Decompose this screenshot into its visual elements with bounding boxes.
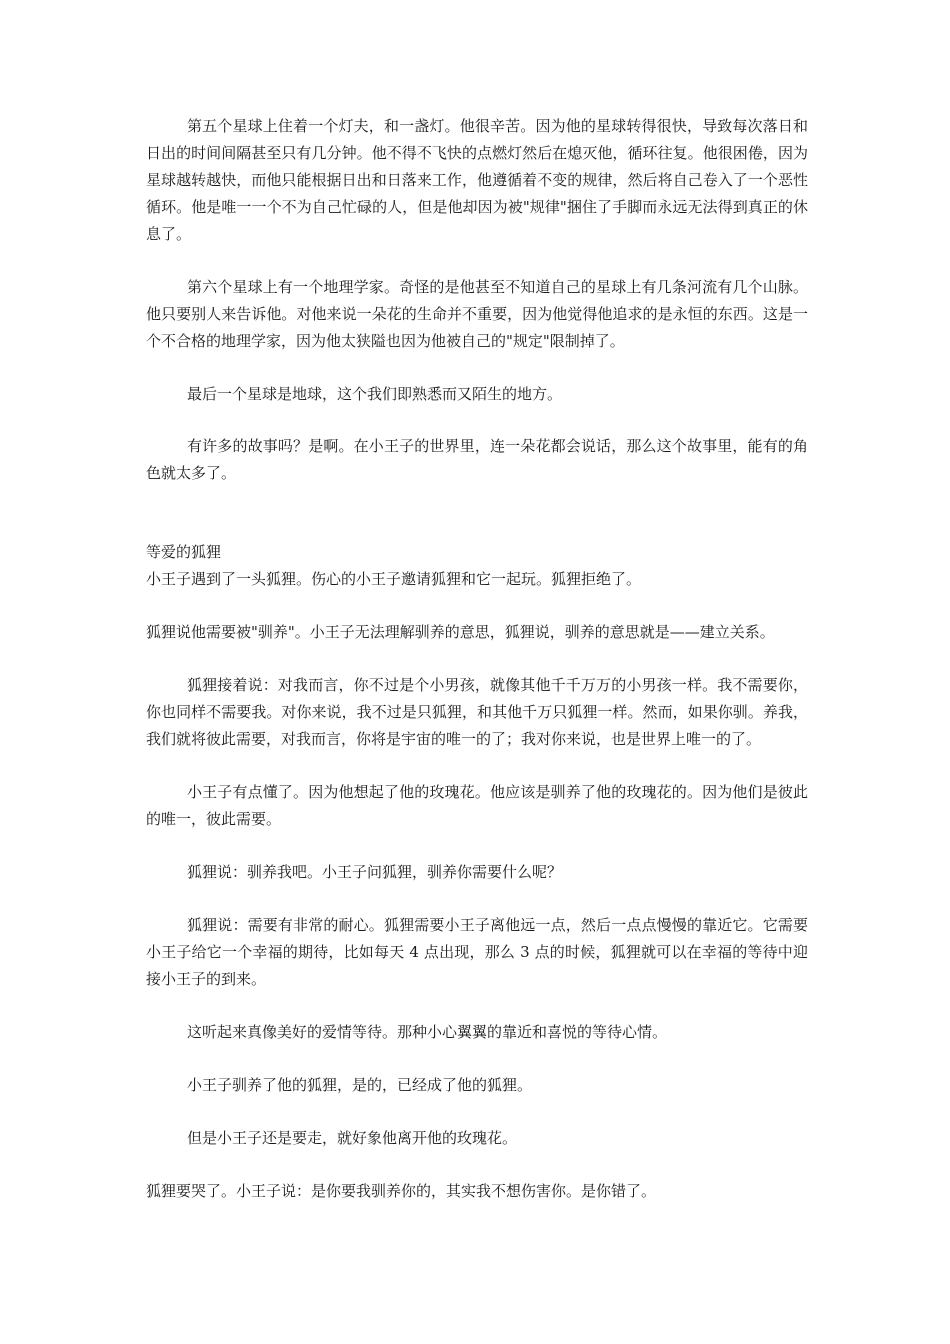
paragraph-fox-cries: 狐狸要哭了。小王子说：是你要我驯养你的，其实我不想伤害你。是你错了。 xyxy=(146,1182,657,1200)
paragraph-many-stories: 有许多的故事吗？是啊。在小王子的世界里，连一朵花都会说话，那么这个故事里，能有的角色就太多了。 xyxy=(146,437,808,482)
section-title: 等爱的狐狸 xyxy=(146,543,222,561)
paragraph-tame-meaning: 狐狸说他需要被"驯养"。小王子无法理解驯养的意思，狐狸说，驯养的意思就是——建立关系。 xyxy=(146,623,775,641)
paragraph-meets-fox: 小王子遇到了一头狐狸。伤心的小王子邀请狐狸和它一起玩。狐狸拒绝了。 xyxy=(146,570,642,588)
paragraph-tamed-fox: 小王子驯养了他的狐狸，是的，已经成了他的狐狸。 xyxy=(187,1076,533,1094)
paragraph-understands: 小王子有点懂了。因为他想起了他的玫瑰花。他应该是驯养了他的玫瑰花的。因为他们是彼此的唯一，彼此需要。 xyxy=(146,783,808,828)
paragraph-tame-me: 狐狸说：驯养我吧。小王子问狐狸，驯养你需要什么呢？ xyxy=(187,863,563,881)
document-body xyxy=(146,113,808,1205)
paragraph-love-waiting: 这听起来真像美好的爱情等待。那种小心翼翼的靠近和喜悦的等待心情。 xyxy=(187,1023,668,1041)
paragraph-geographer: 第六个星球上有一个地理学家。奇怪的是他甚至不知道自己的星球上有几条河流有几个山脉。他只要别人来告诉他。对他来说一朵花的生命并不重要，因为他觉得他追求的是永恒的东西。这是一个不合格的地理学家，因为他太狭隘也因为他被自己的"规定"限制掉了。 xyxy=(146,278,808,350)
paragraph-patience: 狐狸说：需要有非常的耐心。狐狸需要小王子离他远一点，然后一点点慢慢的靠近它。它需要小王子给它一个幸福的期待，比如每天 4 点出现，那么 3 点的时候，狐狸就可以在幸福的等待中迎接小王子的到来。 xyxy=(146,916,808,988)
paragraph-lamplighter: 第五个星球上住着一个灯夫，和一盏灯。他很辛苦。因为他的星球转得很快，导致每次落日和日出的时间间隔甚至只有几分钟。他不得不飞快的点燃灯然后在熄灭他，循环往复。他很困倦，因为星球越转越快，而他只能根据日出和日落来工作，他遵循着不变的规律，然后将自己卷入了一个恶性循环。他是唯一一个不为自己忙碌的人，但是他却因为被"规律"捆住了手脚而永远无法得到真正的休息了。 xyxy=(146,117,808,243)
paragraph-must-leave: 但是小王子还是要走，就好象他离开他的玫瑰花。 xyxy=(187,1129,518,1147)
paragraph-earth: 最后一个星球是地球，这个我们即熟悉而又陌生的地方。 xyxy=(187,385,563,403)
paragraph-fox-explains: 狐狸接着说：对我而言，你不过是个小男孩，就像其他千千万万的小男孩一样。我不需要你，你也同样不需要我。对你来说，我不过是只狐狸，和其他千万只狐狸一样。然而，如果你驯。养我，我们就将彼此需要，对我而言，你将是宇宙的唯一的了；我对你来说，也是世界上唯一的了。 xyxy=(146,676,808,748)
